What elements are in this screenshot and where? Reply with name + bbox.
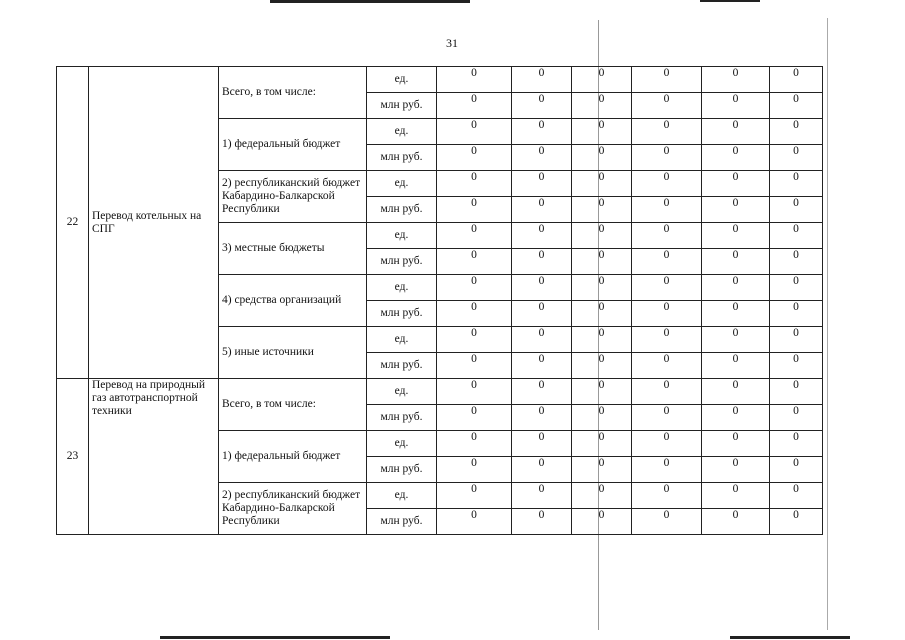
table-row bbox=[57, 379, 823, 405]
value-cell: 0 bbox=[512, 171, 572, 197]
unit-cell: ед. bbox=[367, 483, 437, 509]
value-cell: 0 bbox=[632, 379, 702, 405]
table-row bbox=[57, 67, 823, 93]
value-cell: 0 bbox=[512, 301, 572, 327]
unit-cell: ед. bbox=[367, 327, 437, 353]
value-cell: 0 bbox=[770, 431, 823, 457]
table-body bbox=[57, 67, 823, 535]
scan-artifact-bottom-bar-right bbox=[730, 636, 850, 639]
value-cell: 0 bbox=[632, 93, 702, 119]
value-cell: 0 bbox=[572, 119, 632, 145]
scan-artifact-top-bar-right bbox=[700, 0, 760, 2]
value-cell: 0 bbox=[632, 301, 702, 327]
value-cell: 0 bbox=[572, 301, 632, 327]
value-cell: 0 bbox=[512, 223, 572, 249]
value-cell: 0 bbox=[437, 457, 512, 483]
value-cell: 0 bbox=[572, 223, 632, 249]
value-cell: 0 bbox=[770, 353, 823, 379]
value-cell: 0 bbox=[702, 171, 770, 197]
value-cell: 0 bbox=[770, 93, 823, 119]
value-cell: 0 bbox=[632, 327, 702, 353]
value-cell: 0 bbox=[437, 249, 512, 275]
funding-source: 4) средства организаций bbox=[219, 275, 367, 327]
value-cell: 0 bbox=[512, 457, 572, 483]
value-cell: 0 bbox=[437, 301, 512, 327]
funding-source: 1) федеральный бюджет bbox=[219, 431, 367, 483]
unit-cell: ед. bbox=[367, 379, 437, 405]
value-cell: 0 bbox=[632, 119, 702, 145]
value-cell: 0 bbox=[632, 197, 702, 223]
value-cell: 0 bbox=[572, 405, 632, 431]
value-cell: 0 bbox=[702, 431, 770, 457]
value-cell: 0 bbox=[572, 249, 632, 275]
value-cell: 0 bbox=[512, 379, 572, 405]
funding-source: Всего, в том числе: bbox=[219, 67, 367, 119]
value-cell: 0 bbox=[512, 327, 572, 353]
value-cell: 0 bbox=[512, 353, 572, 379]
value-cell: 0 bbox=[437, 327, 512, 353]
value-cell: 0 bbox=[770, 249, 823, 275]
value-cell: 0 bbox=[572, 171, 632, 197]
value-cell: 0 bbox=[702, 145, 770, 171]
funding-source: 2) республиканский бюджет Кабардино-Балкарской Республики bbox=[219, 171, 367, 223]
value-cell: 0 bbox=[437, 145, 512, 171]
value-cell: 0 bbox=[770, 275, 823, 301]
value-cell: 0 bbox=[632, 249, 702, 275]
scan-artifact-bottom-bar bbox=[160, 636, 390, 639]
value-cell: 0 bbox=[572, 93, 632, 119]
value-cell: 0 bbox=[632, 67, 702, 93]
value-cell: 0 bbox=[702, 483, 770, 509]
value-cell: 0 bbox=[572, 327, 632, 353]
value-cell: 0 bbox=[632, 145, 702, 171]
funding-source: Всего, в том числе: bbox=[219, 379, 367, 431]
value-cell: 0 bbox=[770, 509, 823, 535]
value-cell: 0 bbox=[512, 483, 572, 509]
funding-source: 2) республиканский бюджет Кабардино-Балкарской Республики bbox=[219, 483, 367, 535]
row-number: 23 bbox=[57, 379, 89, 535]
unit-cell: ед. bbox=[367, 431, 437, 457]
value-cell: 0 bbox=[572, 483, 632, 509]
value-cell: 0 bbox=[437, 119, 512, 145]
unit-cell: ед. bbox=[367, 275, 437, 301]
value-cell: 0 bbox=[702, 327, 770, 353]
value-cell: 0 bbox=[512, 197, 572, 223]
unit-cell: млн руб. bbox=[367, 509, 437, 535]
value-cell: 0 bbox=[437, 197, 512, 223]
value-cell: 0 bbox=[632, 171, 702, 197]
value-cell: 0 bbox=[512, 275, 572, 301]
value-cell: 0 bbox=[702, 119, 770, 145]
value-cell: 0 bbox=[770, 197, 823, 223]
value-cell: 0 bbox=[572, 457, 632, 483]
value-cell: 0 bbox=[437, 67, 512, 93]
value-cell: 0 bbox=[512, 431, 572, 457]
value-cell: 0 bbox=[702, 275, 770, 301]
value-cell: 0 bbox=[770, 67, 823, 93]
value-cell: 0 bbox=[437, 431, 512, 457]
value-cell: 0 bbox=[572, 379, 632, 405]
value-cell: 0 bbox=[770, 457, 823, 483]
value-cell: 0 bbox=[632, 431, 702, 457]
value-cell: 0 bbox=[437, 483, 512, 509]
value-cell: 0 bbox=[437, 93, 512, 119]
value-cell: 0 bbox=[437, 405, 512, 431]
unit-cell: млн руб. bbox=[367, 457, 437, 483]
value-cell: 0 bbox=[632, 223, 702, 249]
value-cell: 0 bbox=[572, 67, 632, 93]
value-cell: 0 bbox=[770, 145, 823, 171]
value-cell: 0 bbox=[770, 301, 823, 327]
scan-artifact-top-bar bbox=[270, 0, 470, 3]
unit-cell: млн руб. bbox=[367, 93, 437, 119]
value-cell: 0 bbox=[437, 171, 512, 197]
value-cell: 0 bbox=[770, 119, 823, 145]
value-cell: 0 bbox=[770, 327, 823, 353]
unit-cell: млн руб. bbox=[367, 405, 437, 431]
scan-artifact-right-line bbox=[827, 18, 828, 630]
value-cell: 0 bbox=[702, 301, 770, 327]
value-cell: 0 bbox=[702, 509, 770, 535]
value-cell: 0 bbox=[770, 483, 823, 509]
value-cell: 0 bbox=[702, 353, 770, 379]
value-cell: 0 bbox=[632, 275, 702, 301]
value-cell: 0 bbox=[702, 67, 770, 93]
row-number: 22 bbox=[57, 67, 89, 379]
value-cell: 0 bbox=[512, 119, 572, 145]
value-cell: 0 bbox=[572, 145, 632, 171]
value-cell: 0 bbox=[437, 275, 512, 301]
value-cell: 0 bbox=[702, 223, 770, 249]
value-cell: 0 bbox=[702, 405, 770, 431]
value-cell: 0 bbox=[702, 197, 770, 223]
unit-cell: ед. bbox=[367, 223, 437, 249]
value-cell: 0 bbox=[512, 67, 572, 93]
unit-cell: млн руб. bbox=[367, 197, 437, 223]
funding-source: 1) федеральный бюджет bbox=[219, 119, 367, 171]
funding-source: 5) иные источники bbox=[219, 327, 367, 379]
value-cell: 0 bbox=[572, 353, 632, 379]
value-cell: 0 bbox=[770, 171, 823, 197]
value-cell: 0 bbox=[632, 509, 702, 535]
value-cell: 0 bbox=[512, 509, 572, 535]
value-cell: 0 bbox=[572, 197, 632, 223]
value-cell: 0 bbox=[512, 405, 572, 431]
unit-cell: млн руб. bbox=[367, 249, 437, 275]
value-cell: 0 bbox=[572, 275, 632, 301]
value-cell: 0 bbox=[702, 457, 770, 483]
unit-cell: ед. bbox=[367, 119, 437, 145]
value-cell: 0 bbox=[572, 509, 632, 535]
value-cell: 0 bbox=[632, 405, 702, 431]
unit-cell: млн руб. bbox=[367, 301, 437, 327]
value-cell: 0 bbox=[437, 353, 512, 379]
unit-cell: ед. bbox=[367, 67, 437, 93]
page-number: 31 bbox=[446, 36, 458, 50]
value-cell: 0 bbox=[632, 457, 702, 483]
value-cell: 0 bbox=[702, 249, 770, 275]
value-cell: 0 bbox=[770, 223, 823, 249]
value-cell: 0 bbox=[572, 431, 632, 457]
value-cell: 0 bbox=[512, 145, 572, 171]
value-cell: 0 bbox=[632, 483, 702, 509]
budget-table bbox=[56, 66, 823, 535]
value-cell: 0 bbox=[437, 379, 512, 405]
value-cell: 0 bbox=[512, 249, 572, 275]
value-cell: 0 bbox=[437, 223, 512, 249]
event-name: Перевод на природный газ автотранспортной техники bbox=[89, 379, 219, 535]
unit-cell: ед. bbox=[367, 171, 437, 197]
value-cell: 0 bbox=[437, 509, 512, 535]
value-cell: 0 bbox=[702, 379, 770, 405]
unit-cell: млн руб. bbox=[367, 145, 437, 171]
value-cell: 0 bbox=[702, 93, 770, 119]
value-cell: 0 bbox=[632, 353, 702, 379]
value-cell: 0 bbox=[512, 93, 572, 119]
value-cell: 0 bbox=[770, 405, 823, 431]
unit-cell: млн руб. bbox=[367, 353, 437, 379]
event-name: Перевод котельных на СПГ bbox=[89, 67, 219, 379]
value-cell: 0 bbox=[770, 379, 823, 405]
funding-source: 3) местные бюджеты bbox=[219, 223, 367, 275]
